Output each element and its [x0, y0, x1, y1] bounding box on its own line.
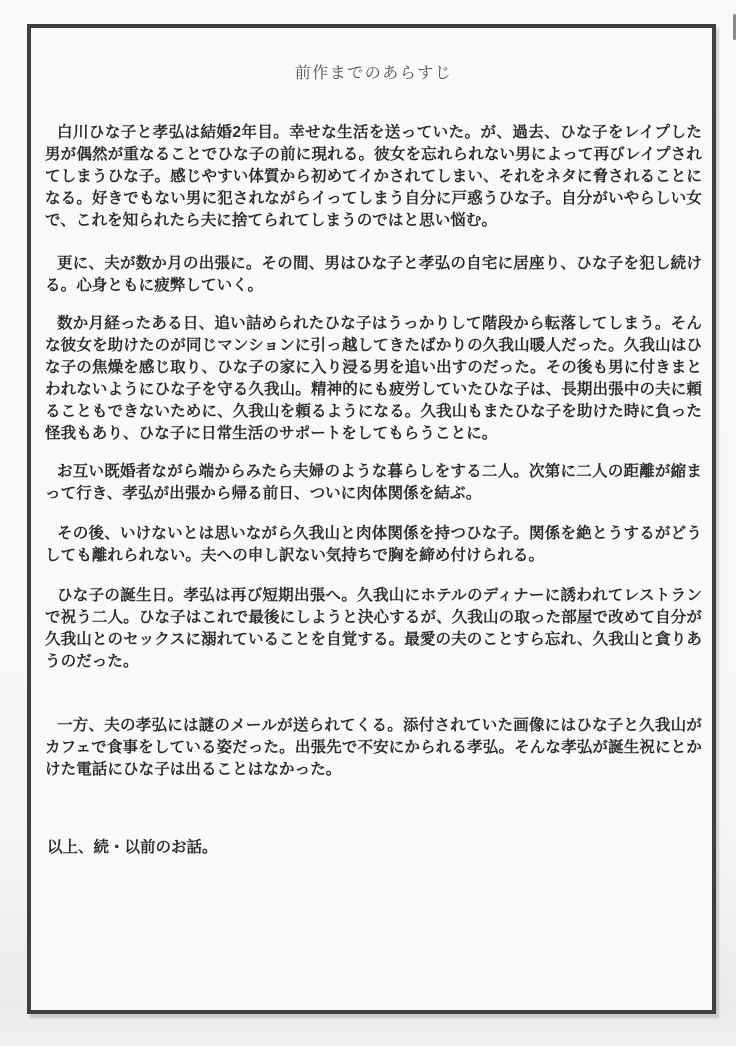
synopsis-paragraph-7: 一方、夫の孝弘には謎のメールが送られてくる。添付されていた画像にはひな子と久我山がカフェで食事をしている姿だった。出張先で不安にかられる孝弘。そんな孝弘が誕生祝にとかけた電話にひな子は出ることはなかった。 — [45, 717, 702, 778]
page-content — [31, 28, 712, 1010]
closing-line: 以上、続・以前のお話。 — [47, 839, 218, 856]
synopsis-paragraph-1: 白川ひな子と孝弘は結婚2年目。幸せな生活を送っていた。が、過去、ひな子をレイプした男が偶然が重なることでひな子の前に現れる。彼女を忘れられない男によって再びレイプされてしまうひな子。感じやすい体質から初めてイかされてしまい、それをネタに脅されることになる。好きでもない男に犯されながらイってしまう自分に戸惑うひな子。自分がいやらしい女で、これを知られたら夫に捨てられてしまうのではと思い悩む。 — [45, 124, 702, 229]
synopsis-paragraph-4: お互い既婚者ながら端からみたら夫婦のような暮らしをする二人。次第に二人の距離が縮まって行き、孝弘が出張から帰る前日、ついに肉体関係を結ぶ。 — [45, 463, 702, 502]
page-title: 前作までのあらすじ — [294, 65, 453, 82]
synopsis-paragraph-3: 数か月経ったある日、追い詰められたひな子はうっかりして階段から転落してしまう。そんな彼女を助けたのが同じマンションに引っ越してきたばかりの久我山暖人だった。久我山はひな子の焦燥を感じ取り、ひな子の家に入り浸る男を追い出すのだった。その後も男に付きまとわれないようにひな子を守る久我山。精神的にも疲労していたひな子は、長期出張中の夫に頼ることもできないために、久我山を頼るようになる。久我山もまたひな子を助けた時に負った怪我もあり、ひな子に日常生活のサポートをしてもらうことに。 — [45, 315, 702, 442]
synopsis-paragraph-6: ひな子の誕生日。孝弘は再び短期出張へ。久我山にホテルのディナーに誘われてレストランで祝う二人。ひな子はこれで最後にしようと決心するが、久我山の取った部屋で改めて自分が久我山とのセックスに溺れていることを自覚する。最愛の夫のことすら忘れ、久我山と貪りあうのだった。 — [45, 587, 702, 670]
page-border-frame — [27, 24, 716, 1014]
synopsis-paragraph-5: その後、いけないとは思いながら久我山と肉体関係を持つひな子。関係を絶とうするがどうしても離れられない。夫への申し訳ない気持ちで胸を締め付けられる。 — [45, 525, 702, 564]
synopsis-paragraph-2: 更に、夫が数か月の出張に。その間、男はひな子と孝弘の自宅に居座り、ひな子を犯し続ける。心身ともに疲弊していく。 — [45, 255, 702, 294]
